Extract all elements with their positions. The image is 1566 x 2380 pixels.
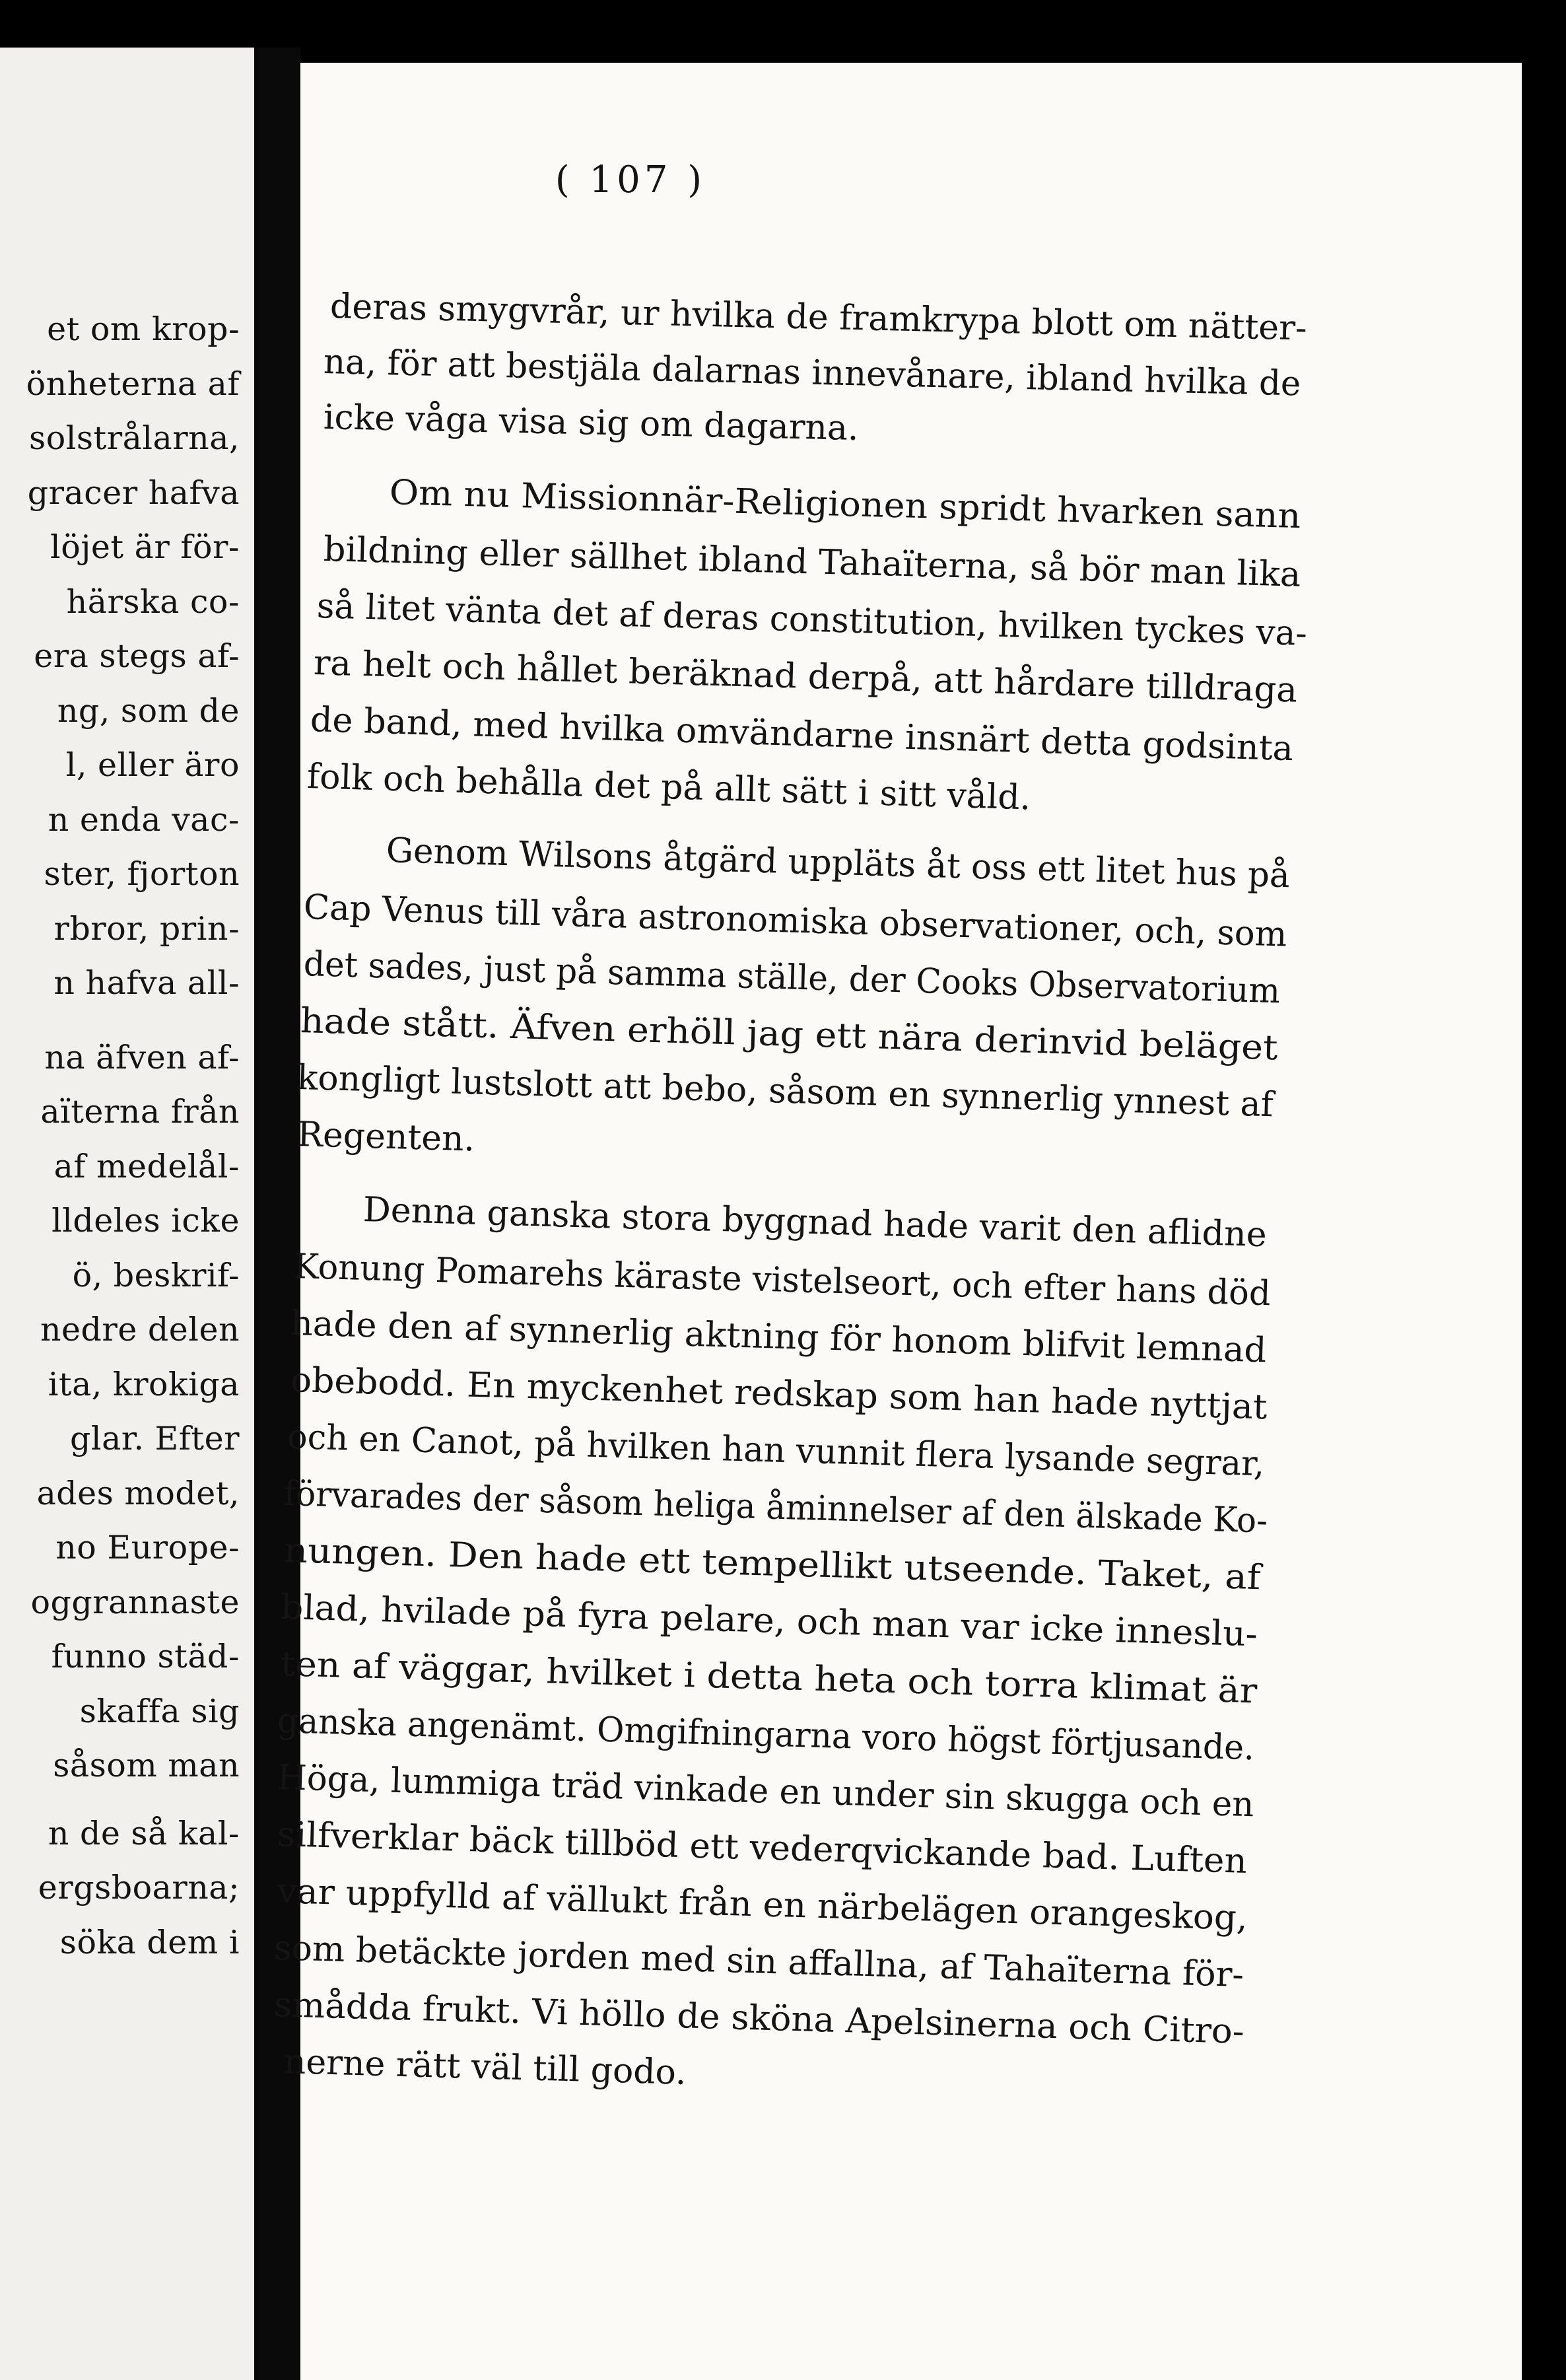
text-line: som betäckte jorden med sin affallna, af Tahaïterna för- xyxy=(273,1928,1244,1996)
left-page-line: ng, som de xyxy=(57,691,240,730)
text-line: nungen. Den hade ett tempellikt utseende. Taket, af xyxy=(283,1531,1262,1598)
text-line: Om nu Missionnär-Religionen spridt hvarken sann xyxy=(389,473,1301,537)
left-page-line: af medelål- xyxy=(53,1147,240,1185)
left-page xyxy=(0,48,254,2380)
left-page-line: lldeles icke xyxy=(51,1202,240,1240)
text-line: kongligt lustslott att bebo, såsom en synnerlig ynnest af xyxy=(296,1058,1274,1125)
text-line: Regenten. xyxy=(296,1115,475,1160)
text-line: silfverklar bäck tillböd ett vederqvickande bad. Luften xyxy=(277,1815,1248,1882)
left-page-line: ades modet, xyxy=(36,1474,240,1512)
text-line: hade stått. Äfven erhöll jag ett nära derinvid beläget xyxy=(300,1001,1279,1068)
left-page-line: härska co- xyxy=(66,582,240,621)
left-page-line: no Europe- xyxy=(55,1529,240,1566)
left-page-line: ita, krokiga xyxy=(48,1365,240,1403)
text-line: icke våga visa sig om dagarna. xyxy=(323,398,860,448)
text-line: var uppfylld af vällukt från en närbelägen orangeskog, xyxy=(277,1872,1248,1939)
left-page-line: ergsboarna; xyxy=(38,1869,240,1907)
text-line: ra helt och hållet beräknad derpå, att hårdare tilldraga xyxy=(313,643,1298,711)
text-line: Genom Wilsons åtgärd uppläts åt oss ett litet hus på xyxy=(386,831,1291,896)
text-line: förvarades der såsom heliga åminnelser af den älskade Ko- xyxy=(283,1474,1268,1541)
left-page-line: et om krop- xyxy=(47,310,240,348)
text-line: bildning eller sällhet ibland Tahaïterna, så bör man lika xyxy=(323,530,1302,595)
text-line: och en Canot, på hvilken han vunnit flera lysande segrar, xyxy=(287,1417,1266,1485)
book-gutter xyxy=(254,48,300,2380)
text-line: obebodd. En myckenhet redskap som han hade nyttjat xyxy=(290,1360,1268,1428)
text-line: hade den af synnerlig aktning för honom blifvit lemnad xyxy=(290,1304,1268,1371)
left-page-line: önheterna af xyxy=(26,365,240,403)
left-page-line: l, eller äro xyxy=(65,746,240,784)
left-page-line: solstrålarna, xyxy=(29,419,240,457)
left-page-line: skaffa sig xyxy=(79,1692,240,1730)
left-page-line: n enda vac- xyxy=(48,800,240,839)
text-line: deras smygvrår, ur hvilka de framkrypa blott om nätter- xyxy=(329,287,1308,349)
page-edge-shadow xyxy=(1522,40,1566,2380)
left-page-line: nedre delen xyxy=(40,1311,240,1348)
left-page-line: aïterna från xyxy=(40,1093,240,1131)
text-line: Konung Pomarehs käraste vistelseort, och efter hans död xyxy=(293,1247,1272,1314)
left-page-line: glar. Efter xyxy=(70,1420,240,1457)
text-line: ganska angenämt. Omgifningarna voro högst förtjusande. xyxy=(277,1701,1255,1768)
text-line: nerne rätt väl till godo. xyxy=(283,2042,687,2093)
left-page-line: n hafva all- xyxy=(53,964,240,1002)
left-page-line: era stegs af- xyxy=(34,637,240,675)
left-page-line: rbror, prin- xyxy=(53,909,240,948)
text-line: folk och behålla det på allt sätt i sitt våld. xyxy=(306,757,1032,818)
left-page-line: såsom man xyxy=(53,1747,240,1784)
left-page-line: gracer hafva xyxy=(27,473,240,512)
text-line: Denna ganska stora byggnad hade varit den aflidne xyxy=(362,1190,1268,1255)
text-line: smådda frukt. Vi höllo de sköna Apelsinerna och Citro- xyxy=(273,1985,1245,2052)
left-page-line: n de så kal- xyxy=(48,1814,240,1852)
text-line: blad, hvilade på fyra pelare, och man var icke inneslu- xyxy=(280,1588,1258,1655)
left-page-line: löjet är för- xyxy=(50,528,240,566)
left-page-line: söka dem i xyxy=(59,1923,240,1961)
text-line: ten af väggar, hvilket i detta heta och torra klimat är xyxy=(280,1644,1258,1712)
left-page-line: ö, beskrif- xyxy=(72,1256,240,1294)
text-line: Höga, lummiga träd vinkade en under sin skugga och en xyxy=(277,1758,1255,1825)
page-number: ( 107 ) xyxy=(555,158,706,201)
left-page-line: na äfven af- xyxy=(44,1038,240,1076)
text-line: de band, med hvilka omvändarne insnärt detta godsinta xyxy=(310,700,1294,769)
left-page-line: ster, fjorton xyxy=(44,855,240,893)
text-line: så litet vänta det af deras constitution, hvilken tyckes va- xyxy=(316,586,1308,654)
text-line: Cap Venus till våra astronomiska observationer, och, som xyxy=(303,888,1288,955)
left-page-line: funno städ- xyxy=(51,1638,240,1675)
left-page-line: oggrannaste xyxy=(30,1583,240,1621)
text-line: det sades, just på samma ställe, der Cooks Observatorium xyxy=(303,944,1281,1012)
text-line: na, för att bestjäla dalarnas innevånare, ibland hvilka de xyxy=(323,342,1302,404)
